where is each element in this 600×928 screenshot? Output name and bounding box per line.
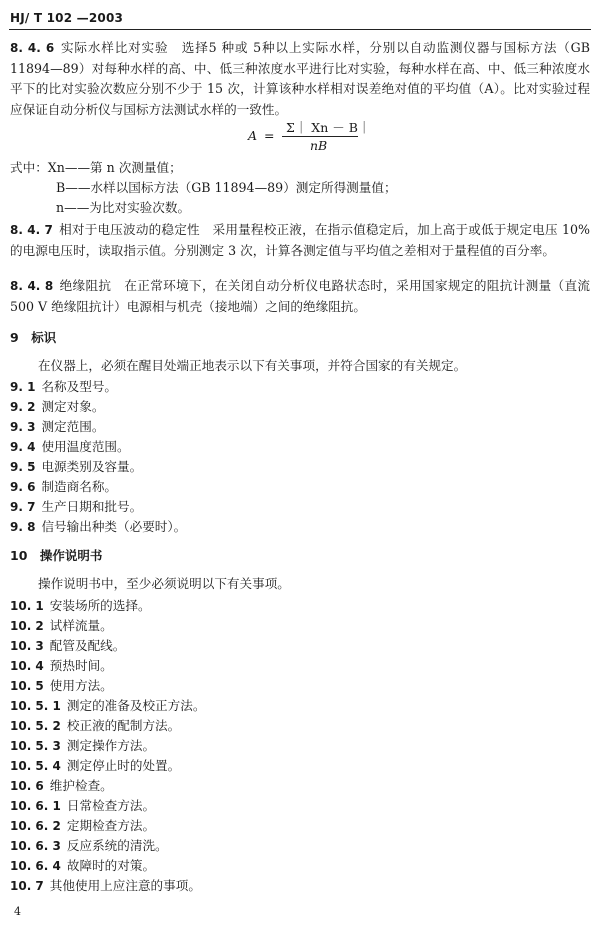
section-8-4-8	[10, 276, 590, 317]
clause-text: 绝缘阻抗 在正常环境下，在关闭自动分析仪电路状态时，采用国家规定的阻抗计测量（直流 500 V 绝缘阻抗计）电源相与机壳（接地端）之间的绝缘阻抗。	[10, 278, 590, 314]
formula-equals: =	[264, 128, 275, 143]
clause-number: 8. 4. 8	[10, 279, 54, 293]
formula-relative-error	[248, 118, 378, 154]
item-text: 名称及型号。	[41, 379, 117, 394]
item-text: 测定停止时的处置。	[66, 758, 181, 773]
item-text: 测定的准备及校正方法。	[66, 698, 206, 713]
list-item	[10, 636, 125, 656]
where-intro: 式中：	[10, 160, 48, 175]
fraction-bar	[282, 136, 358, 137]
item-text: 测定操作方法。	[66, 738, 156, 753]
section-9-intro: 在仪器上，必须在醒目处端正地表示以下有关事项，并符合国家的有关规定。	[38, 358, 467, 373]
item-text: 制造商名称。	[41, 479, 117, 494]
list-item	[10, 876, 201, 896]
item-text: 使用温度范围。	[41, 439, 130, 454]
item-number: 10. 6. 2	[10, 819, 61, 833]
clause-text: 相对于电压波动的稳定性 采用量程校正液，在指示值稳定后，加上高于或低于规定电压 10% 的电源电压时，读取指示值。分别测定 3 次，计算各测定值与平均值之差相对于量程值的百分率。	[10, 222, 590, 258]
item-number: 9. 8	[10, 520, 36, 534]
where-def-n: n——为比对实验次数。	[56, 200, 191, 215]
item-text: 定期检查方法。	[66, 818, 156, 833]
item-number: 9. 5	[10, 460, 36, 474]
list-item	[10, 417, 104, 437]
item-text: 故障时的对策。	[66, 858, 156, 873]
item-number: 10. 1	[10, 599, 44, 613]
section-8-4-7	[10, 220, 590, 261]
list-item	[10, 437, 130, 457]
item-text: 日常检查方法。	[66, 798, 156, 813]
item-number: 10. 5. 1	[10, 699, 61, 713]
list-item	[10, 656, 113, 676]
item-number: 9. 1	[10, 380, 36, 394]
item-text: 安装场所的选择。	[49, 598, 151, 613]
where-def-b: B——水样以国标方法（GB 11894—89）测定所得测量值；	[56, 180, 397, 195]
item-number: 10. 6. 4	[10, 859, 61, 873]
item-number: 10. 5. 2	[10, 719, 61, 733]
list-item	[10, 696, 205, 716]
item-number: 10. 5	[10, 679, 44, 693]
clause-number: 8. 4. 7	[10, 223, 53, 237]
list-item	[10, 377, 117, 397]
item-text: 测定范围。	[41, 419, 105, 434]
item-number: 9. 4	[10, 440, 36, 454]
item-text: 生产日期和批号。	[41, 499, 143, 514]
section-8-4-6	[10, 38, 590, 120]
list-item	[10, 616, 113, 636]
item-text: 维护检查。	[49, 778, 113, 793]
where-line-1	[10, 158, 590, 179]
list-item	[10, 517, 186, 537]
item-number: 10. 6. 3	[10, 839, 61, 853]
item-number: 10. 4	[10, 659, 44, 673]
list-item	[10, 676, 113, 696]
item-number: 10. 2	[10, 619, 44, 633]
section-10-heading: 10 操作说明书	[10, 548, 103, 563]
formula-numerator: Σ｜ Xn － B｜	[286, 120, 371, 135]
item-number: 10. 5. 4	[10, 759, 61, 773]
item-text: 其他使用上应注意的事项。	[49, 878, 201, 893]
list-item	[10, 756, 180, 776]
item-number: 10. 6	[10, 779, 44, 793]
item-text: 试样流量。	[49, 618, 113, 633]
item-number: 9. 2	[10, 400, 36, 414]
item-number: 9. 7	[10, 500, 36, 514]
page-number: 4	[14, 905, 21, 918]
list-item	[10, 477, 117, 497]
list-item	[10, 497, 142, 517]
list-item	[10, 816, 155, 836]
item-text: 校正液的配制方法。	[66, 718, 181, 733]
item-text: 反应系统的清洗。	[66, 838, 168, 853]
list-item	[10, 836, 168, 856]
item-text: 预热时间。	[49, 658, 113, 673]
item-text: 配管及配线。	[49, 638, 126, 653]
where-def-xn: Xn——第 n 次测量值；	[47, 160, 182, 175]
formula-lhs: A	[248, 128, 258, 143]
item-number: 10. 5. 3	[10, 739, 61, 753]
list-item	[10, 776, 113, 796]
clause-number: 8. 4. 6	[10, 41, 55, 55]
header-rule	[9, 29, 591, 30]
formula-denominator: nB	[310, 138, 328, 153]
list-item	[10, 397, 104, 417]
item-text: 电源类别及容量。	[41, 459, 143, 474]
item-number: 10. 7	[10, 879, 44, 893]
section-9-heading: 9 标识	[10, 330, 57, 345]
item-number: 9. 6	[10, 480, 36, 494]
item-text: 测定对象。	[41, 399, 105, 414]
list-item	[10, 457, 142, 477]
item-text: 使用方法。	[49, 678, 113, 693]
clause-text: 实际水样比对实验 选择5 种或 5种以上实际水样，分别以自动监测仪器与国标方法（GB 11894—89）对每种水样的高、中、低三种浓度水平进行比对实验，每种水样在高、中、低三种浓度水平下的比对实验次数应分别不少于 15 次，计算该种水样相对误差绝对值的平均值（A）。比对实验过程应保证自动分析仪与国标方法测试水样的一致性。	[10, 40, 590, 117]
list-item	[10, 736, 155, 756]
list-item	[10, 596, 151, 616]
item-number: 9. 3	[10, 420, 36, 434]
section-10-intro: 操作说明书中，至少必须说明以下有关事项。	[38, 576, 290, 591]
list-item	[10, 796, 155, 816]
item-number: 10. 3	[10, 639, 44, 653]
item-text: 信号输出种类（必要时）。	[41, 519, 187, 534]
standard-code-header: HJ/ T 102 —2003	[10, 11, 124, 25]
item-number: 10. 6. 1	[10, 799, 61, 813]
list-item	[10, 716, 180, 736]
list-item	[10, 856, 155, 876]
